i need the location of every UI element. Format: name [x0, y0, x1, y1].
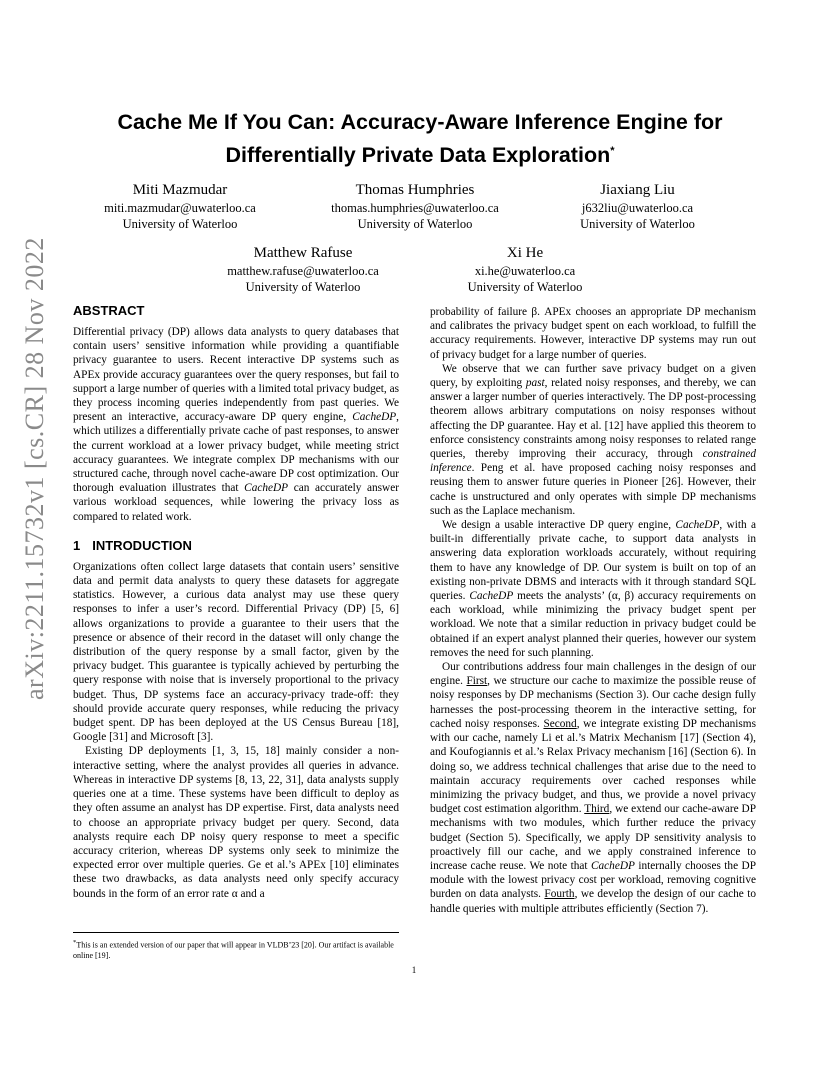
abstract-text-part: can accurately answer various workload sequences, while lowering the privacy loss as compared to related work.	[73, 482, 399, 523]
intro-heading	[73, 538, 399, 554]
abstract-text	[73, 325, 399, 524]
system-name: CacheDP	[675, 519, 720, 532]
system-name: CacheDP	[590, 859, 635, 872]
intro-paragraph-2: Existing DP deployments [1, 3, 15, 18] mainly consider a non-interactive setting, where the analyst provides all queries in advance. Whereas in interactive DP systems [8, 13, 22, 31], data analysts supply queries one at a time. These systems have been difficult to deploy as they often assume an analyst has DP expertise. First, data analysts need to choose an appropriate privacy budget per query. Second, data analysts require each DP noisy query response to meet a specific accuracy criterion, whereas DP systems only seek to minimize the expected error over multiple queries. Ge et al.’s APEx [10] eliminates these two drawbacks, as data analysts need only specify accuracy bounds in the form of an error rate α and a	[73, 745, 399, 900]
paper-title	[60, 108, 780, 170]
author-affiliation: University of Waterloo	[122, 217, 238, 231]
author-email: matthew.rafuse@uwaterloo.ca	[227, 264, 379, 278]
title-line-2-text: Differentially Private Data Exploration	[225, 143, 611, 168]
author-email: j632liu@uwaterloo.ca	[581, 201, 694, 215]
abstract-heading: ABSTRACT	[73, 303, 145, 318]
system-name: CacheDP	[469, 590, 514, 603]
text-part: , we integrate existing DP mechanisms with our cache, namely Li et al.’s Matrix Mechanism [17] (Section 4), and Koufogiannis et al.’s Relax Privacy mechanism [16] (Section 6). In doing so, we address technical challenges that arise due to the need to maintain accuracy requirements over cached responses while minimizing the privacy budget, and thus, we provide a novel privacy budget cost estimation algorithm.	[430, 717, 756, 816]
text-part: meets the analysts’ (α, β) accuracy requirements on each workload, while minimizing the privacy budget spent per workload. We note that a similar reduction in privacy budget could be obtained if an expert analyst planned their queries, however our system removes the need for such planning.	[430, 590, 756, 659]
right-paragraph-1	[430, 362, 756, 518]
text-part: Our contributions address four main challenges in the design of our engine.	[430, 661, 756, 688]
author-name: Matthew Rafuse	[253, 245, 353, 261]
author-email: thomas.humphries@uwaterloo.ca	[331, 201, 499, 215]
system-name: CacheDP	[352, 411, 397, 424]
underlined-term: First	[466, 675, 488, 688]
title-line-2	[60, 137, 780, 170]
author-affiliation: University of Waterloo	[467, 280, 583, 294]
author-5	[440, 243, 610, 295]
arxiv-identifier: arXiv:2211.15732v1 [cs.CR] 28 Nov 2022	[20, 237, 49, 700]
title-line-1: Cache Me If You Can: Accuracy-Aware Inference Engine for	[117, 110, 723, 134]
title-footnote-marker: *	[610, 145, 615, 157]
author-2	[310, 180, 520, 232]
text-part: , we develop the design of our cache to handle queries with multiple attributes efficiently (Section 7).	[430, 888, 757, 915]
author-name: Jiaxiang Liu	[600, 182, 675, 198]
emphasis: past	[525, 377, 545, 390]
text-part: We design a usable interactive DP query engine,	[442, 519, 676, 532]
text-part: We observe that we can further save privacy budget on a given query, by exploiting	[430, 362, 756, 390]
intro-paragraph-1: Organizations often collect large datasets that contain users’ sensitive data and permit data analysts to query these datasets for aggregate statistics. However, a curious data analyst may use these query responses to infer a user’s record. Differential Privacy (DP) [5, 6] allows organizations to provide a guarantee to their users that the presence or absence of their record in the dataset will only change the distribution of the query response by a small factor, given by the privacy budget. This guarantee is typically achieved by perturbing the query response with noise that is inversely proportional to the privacy budget. Thus, DP systems face an accuracy-privacy trade-off: they should provide accurate query responses, while reducing the privacy budget spent. DP has been deployed at the US Census Bureau [18], Google [31] and Microsoft [3].	[73, 560, 399, 744]
footnote	[73, 932, 399, 961]
abstract-text-part: Differential privacy (DP) allows data analysts to query databases that contain users’ sensitive information while providing a quantifiable privacy guarantee to users. Recent interactive DP systems such as APEx provide accuracy guarantees over the query responses, but fail to support a large number of queries with a limited total privacy budget, as they process incoming queries independently from past queries. We present an interactive, accuracy-aware DP query engine,	[73, 326, 399, 424]
footnote-marker: *	[73, 939, 77, 946]
text-part: , we extend our cache-aware DP mechanisms with two modules, which further reduce the privacy budget (Section 5). Specifically, we apply DP sensitivity analysis to proactively fill our cache, and we apply constrained inference to increase cache reuse. We note that	[430, 803, 756, 872]
underlined-term: Fourth	[544, 888, 575, 901]
section-number: 1	[73, 537, 81, 553]
page-number: 1	[411, 965, 417, 975]
author-4	[208, 243, 398, 295]
right-paragraph-0: probability of failure β. APEx chooses an appropriate DP mechanism and calibrates the privacy budget spent on each workload, to fulfill the accuracy requirements. However, interactive DP systems may run out of privacy budget for a large number of queries.	[430, 306, 756, 361]
section-title: INTRODUCTION	[92, 537, 192, 553]
right-paragraph-3	[430, 660, 756, 916]
underlined-term: Third	[584, 803, 610, 816]
text-part: , related noisy responses, and thereby, we can answer a larger number of queries interactively. The DP post-processing theorem allows arbitrary computations on noisy responses without affecting the DP guarantee. Hay et al. [12] have applied this theorem to enforce consistency constraints among noisy responses to related range queries, thereby improving their accuracy, through	[430, 377, 756, 461]
emphasis: constrained inference	[430, 448, 756, 475]
author-name: Xi He	[506, 245, 544, 261]
underlined-term: Second	[543, 717, 577, 730]
text-part: . Peng et al. have proposed caching noisy responses and reusing them to answer future queries in Pioneer [26]. However, their cache is unstructured and only operates with simple DP mechanisms such as the Laplace mechanism.	[430, 462, 756, 517]
left-column	[73, 303, 399, 901]
text-part: , we structure our cache to maximize the possible reuse of noisy responses by DP mechanisms (Section 3). Our cache design fully harnesses the post-processing theorem in the interactive setting, for cached noisy responses.	[430, 675, 756, 730]
text-part: internally chooses the DP module with the lowest privacy cost per workload, removing cognitive burden on data analysts.	[430, 859, 756, 901]
system-name: CacheDP	[244, 482, 289, 495]
author-affiliation: University of Waterloo	[357, 217, 473, 231]
author-email: miti.mazmudar@uwaterloo.ca	[104, 201, 256, 215]
abstract-text-part: , which utilizes a differentially private cache of past responses, to answer the current workload at a lower privacy budget, while meeting strict accuracy guarantees. We integrate complex DP mechanisms with our structured cache, through novel cache-aware DP cost optimization. Our thorough evaluation illustrates that	[73, 411, 399, 495]
author-email: xi.he@uwaterloo.ca	[474, 264, 576, 278]
author-1	[90, 180, 270, 232]
right-paragraph-2	[430, 518, 756, 660]
text-part: , with a built-in differentially private cache, to support data analysts in answering data exploration workloads accurately, without requiring them to have any knowledge of DP. Our system is built on top of an existing non-private DBMS and interacts with it through standard SQL queries.	[430, 519, 756, 603]
right-column	[430, 305, 756, 916]
author-3	[550, 180, 725, 232]
author-affiliation: University of Waterloo	[245, 280, 361, 294]
author-name: Thomas Humphries	[355, 182, 475, 198]
author-name: Miti Mazmudar	[132, 182, 228, 198]
footnote-text: This is an extended version of our paper that will appear in VLDB’23 [20]. Our artifact is available online [19].	[73, 940, 394, 960]
author-affiliation: University of Waterloo	[580, 217, 695, 231]
